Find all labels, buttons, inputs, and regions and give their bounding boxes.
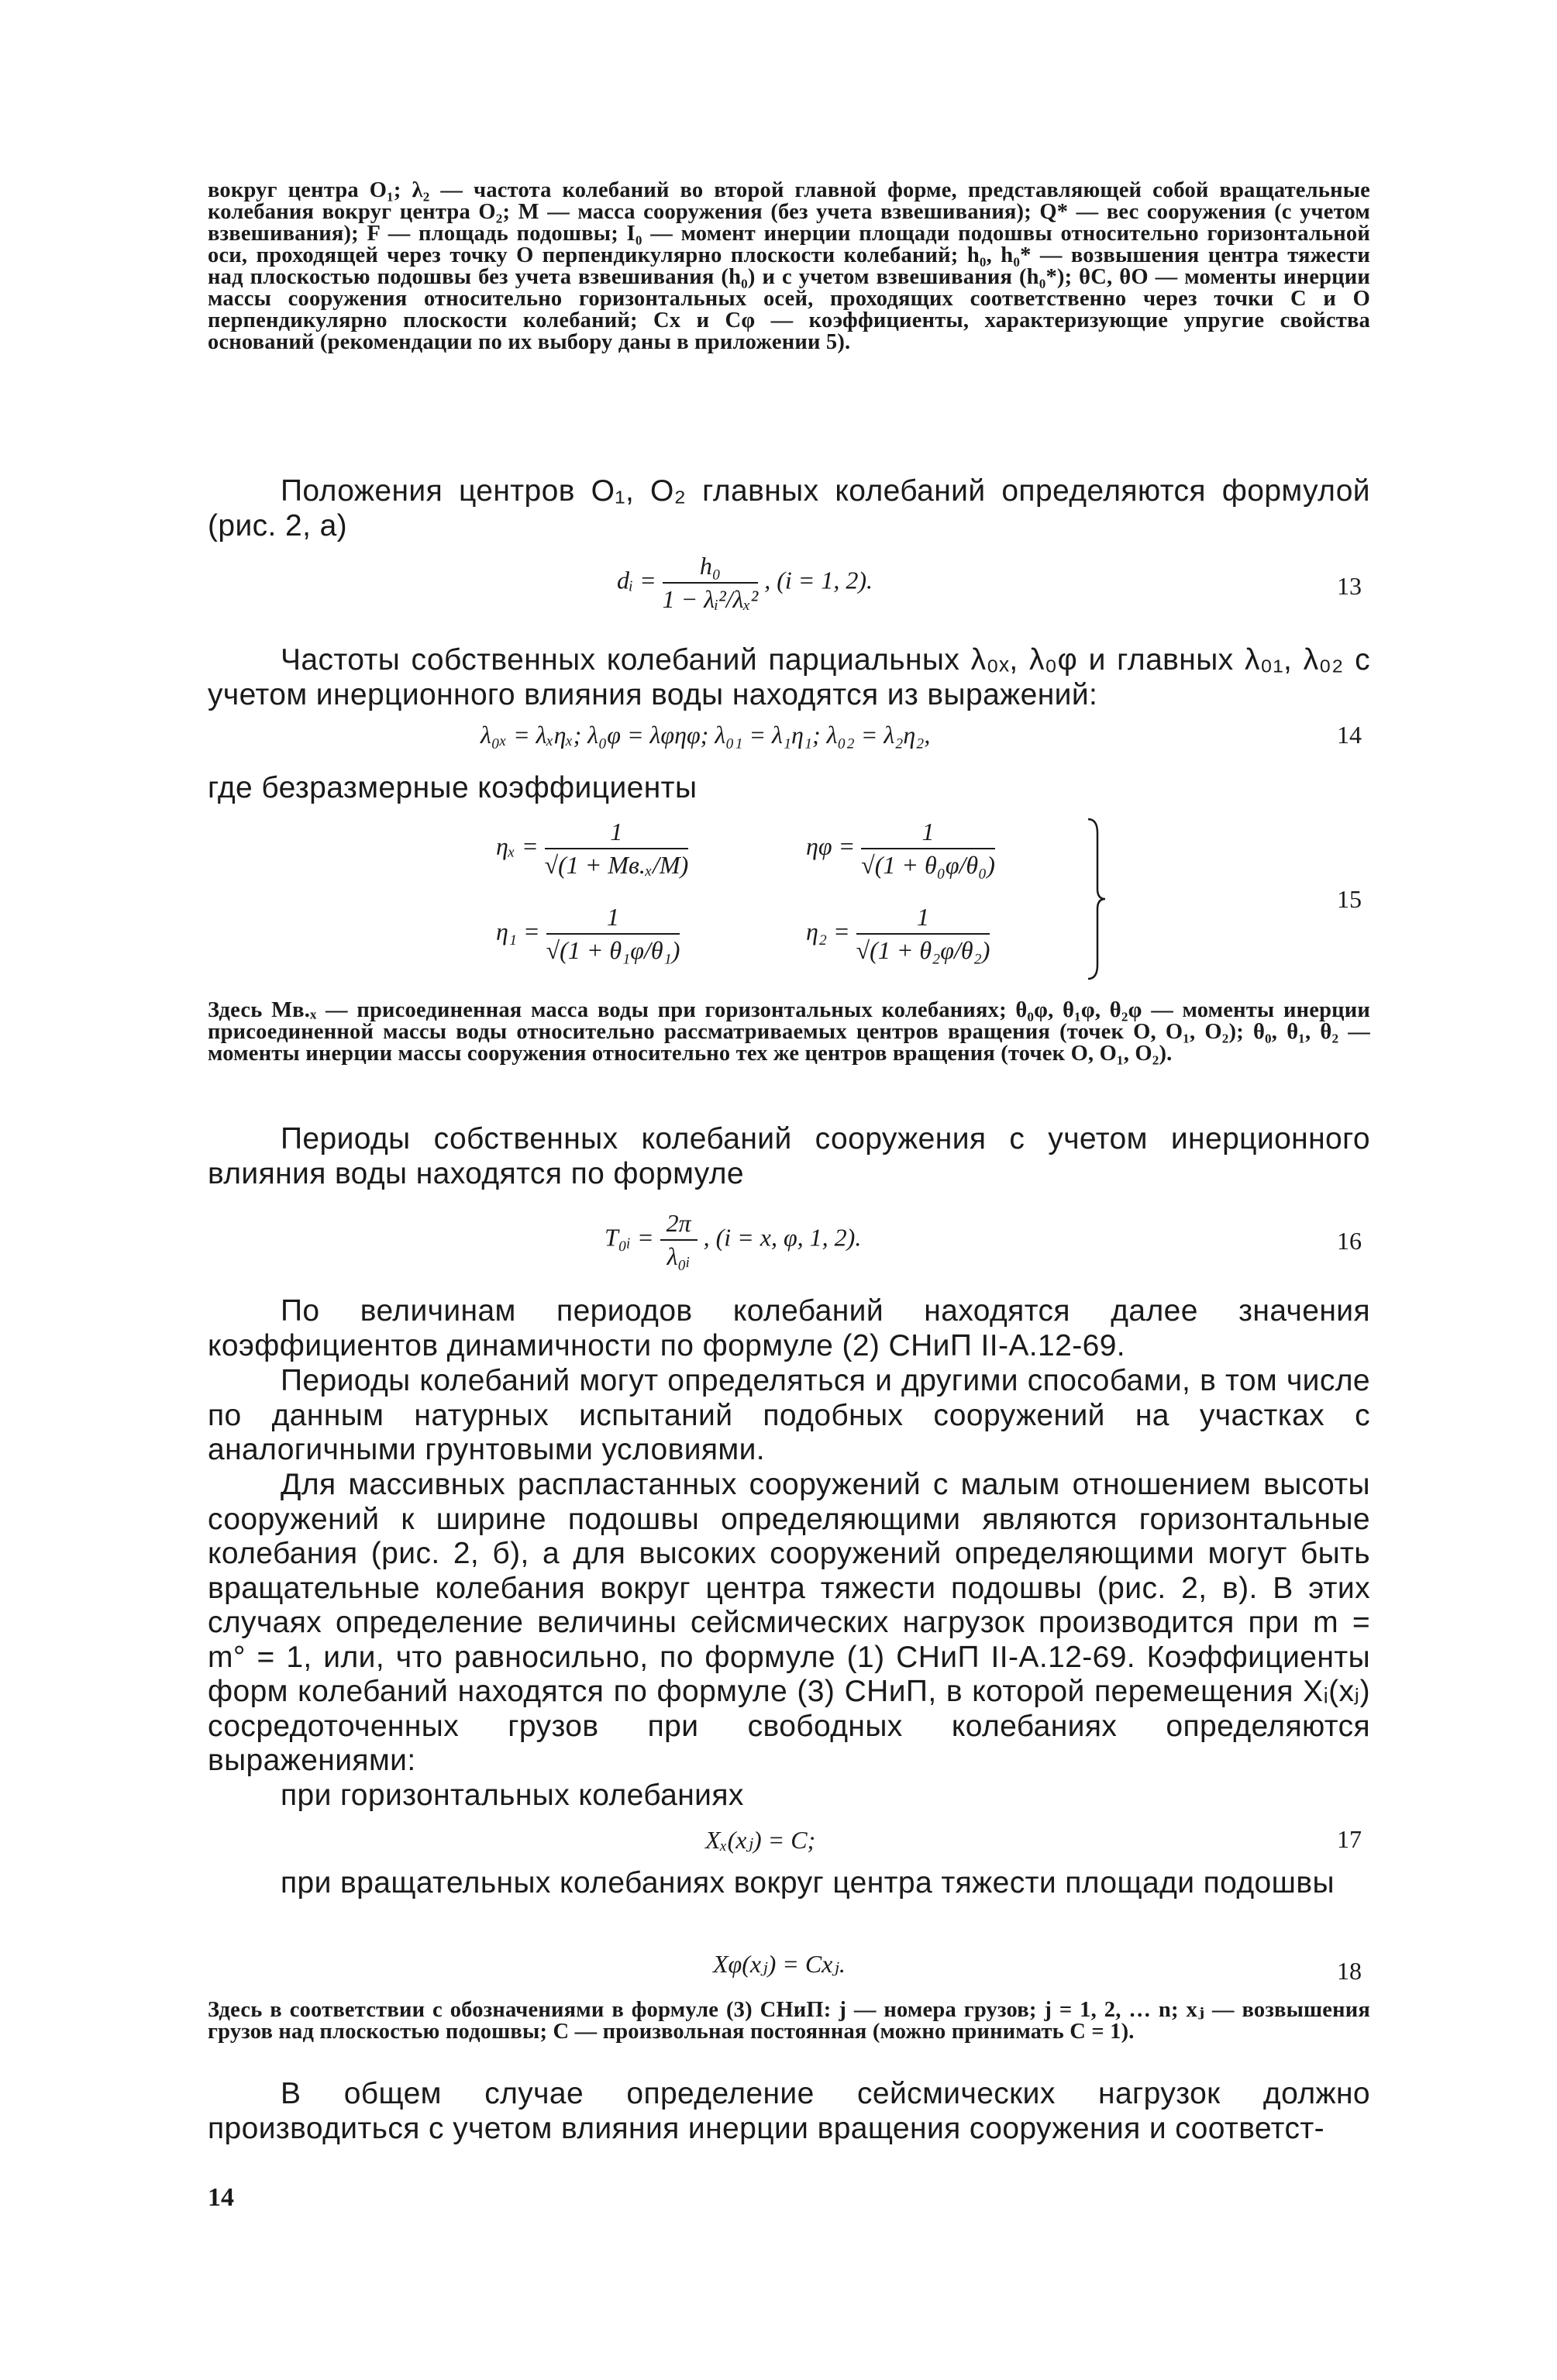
paragraph-massive-structures: Для массивных распластанных сооружений с малым отношением высоты сооружений к ширине подошвы определяющими являются горизонтальные колебания (рис. 2, б), а для высоких сооружений определяющими могут быть вращательные колебания вокруг центра тяжести подошвы (рис. 2, в). В этих случаях определение величины сейсмических нагрузок производится при m = m° = 1, или, что равносильно, по формуле (1) СНиП II-А.12-69. Коэффициенты форм колебаний находятся по формуле (3) СНиП, в которой перемещения Xᵢ(xⱼ) сосредоточенных грузов при свободных колебаниях определяются выражениями: [208,1468,1370,1777]
formula-15-eta-phi-lhs: ηφ = [806,832,856,860]
formula-15-eta-1-numerator: 1 [546,903,680,935]
formula-13-denominator: 1 − λᵢ²/λₓ² [662,585,759,613]
formula-15-eta-1 [496,903,680,965]
formula-15-eta-2-lhs: η₂ = [806,917,850,945]
formula-15-eta-x-denominator: √(1 + Mв.ₓ/M) [544,851,689,879]
paragraph-horizontal: при горизонтальных колебаниях [281,1779,744,1812]
paragraph-rotational: при вращательных колебаниях вокруг центра тяжести площади подошвы [281,1866,1335,1900]
formula-15-eta-phi-fraction [861,818,995,880]
formula-15-eta-2-fraction [856,903,990,965]
formula-13-fraction [663,552,759,614]
formula-18: Xφ(xⱼ) = Cxⱼ. [713,1950,846,1978]
formula-16-lhs: T₀ᵢ = [605,1223,654,1252]
formula-15-eta-x-fraction [545,818,689,880]
equation-number-15: 15 [1337,885,1362,913]
equation-number-16: 16 [1337,1227,1362,1255]
formula-15-eta-phi-denominator: √(1 + θ₀φ/θ₀) [861,851,995,879]
formula-16-fraction [660,1209,698,1271]
formula-15-eta-phi [806,818,995,880]
equation-number-14: 14 [1337,721,1362,749]
formula-15-eta-1-fraction [546,903,680,965]
paragraph-here-mass: Здесь Mв.ₓ — присоединенная масса воды при горизонтальных колебаниях; θ₀φ, θ₁φ, θ₂φ — моменты инерции присоединенной массы воды относительно рассматриваемых центров вращения (точек O, O₁, O₂); θ₀, θ₁, θ₂ — моменты инерции массы сооружения относительно тех же центров вращения (точек O, O₁, O₂). [208,998,1370,1066]
formula-13-lhs: dᵢ = [617,566,656,594]
paragraph-periods: Периоды собственных колебаний сооружения с учетом инерционного влияния воды находятся по формуле [208,1122,1370,1190]
formula-15-eta-x-lhs: ηₓ = [496,832,539,860]
paragraph-general-case: В общем случае определение сейсмических нагрузок должно производиться с учетом влияния инерции вращения сооружения и соответст- [208,2077,1370,2145]
equation-number-17: 17 [1337,1825,1362,1853]
formula-15-brace [1087,818,1107,980]
formula-15-eta-x-numerator: 1 [545,818,689,849]
formula-16-denominator: λ₀ᵢ [667,1242,691,1270]
formula-16 [605,1209,861,1271]
equation-number-18: 18 [1337,1957,1362,1985]
formula-13-numerator: h₀ [663,552,759,584]
paragraph-here-indices: Здесь в соответствии с обозначениями в формуле (3) СНиП: j — номера грузов; j = 1, 2, … n; xⱼ — возвышения грузов над плоскостью подошвы; C — произвольная постоянная (можно принимать C = 1). [208,1998,1370,2044]
formula-13-tail: , (i = 1, 2). [764,566,873,594]
formula-15-eta-phi-numerator: 1 [861,818,995,849]
paragraph-where: где безразмерные коэффициенты [208,771,698,804]
formula-15-eta-1-denominator: √(1 + θ₁φ/θ₁) [546,936,680,964]
formula-13 [617,552,873,614]
top-paragraph: вокруг центра O₁; λ₂ — частота колебаний во второй главной форме, представляющей собой вращательные колебания вокруг центра O₂; M — масса сооружения (без учета взвешивания); Q* — вес сооружения (с учетом взвешивания); F — площадь подошвы; I₀ — момент инерции площади подошвы относительно горизонтальной оси, проходящей через точку O перпендикулярно плоскости колебаний; h₀, h₀* — возвышения центра тяжести над плоскостью подошвы без учета взвешивания (h₀) и с учетом взвешивания (h₀*); θC, θO — моменты инерции массы сооружения относительно горизонтальных осей, проходящих соответственно через точки C и O перпендикулярно плоскости колебаний; Cx и Cφ — коэффициенты, характеризующие упругие свойства оснований (рекомендации по их выбору даны в приложении 5). [208,178,1370,354]
paragraph-values: По величинам периодов колебаний находятся далее значения коэффициентов динамичности по формуле (2) СНиП II-А.12-69. [208,1294,1370,1362]
formula-15-eta-2 [806,903,990,965]
formula-15-eta-2-denominator: √(1 + θ₂φ/θ₂) [856,936,990,964]
formula-17: Xₓ(xⱼ) = C; [705,1826,816,1854]
formula-14: λ₀ₓ = λₓηₓ; λ₀φ = λφηφ; λ₀₁ = λ₁η₁; λ₀₂ = λ₂η₂, [481,721,931,749]
equation-number-13: 13 [1337,572,1362,600]
paragraph-frequencies: Частоты собственных колебаний парциальных λ₀ₓ, λ₀φ и главных λ₀₁, λ₀₂ с учетом инерционного влияния воды находятся из выражений: [208,643,1370,711]
formula-16-numerator: 2π [660,1209,698,1241]
page-number: 14 [208,2183,234,2212]
formula-15-eta-x [496,818,688,880]
paragraph-other-methods: Периоды колебаний могут определяться и другими способами, в том числе по данным натурных испытаний подобных сооружений на участках с аналогичными грунтовыми условиями. [208,1364,1370,1466]
paragraph-centers: Положения центров O₁, O₂ главных колебаний определяются формулой (рис. 2, а) [208,474,1370,542]
formula-16-tail: , (i = x, φ, 1, 2). [703,1223,862,1252]
formula-15-eta-1-lhs: η₁ = [496,917,540,945]
formula-15-eta-2-numerator: 1 [856,903,990,935]
